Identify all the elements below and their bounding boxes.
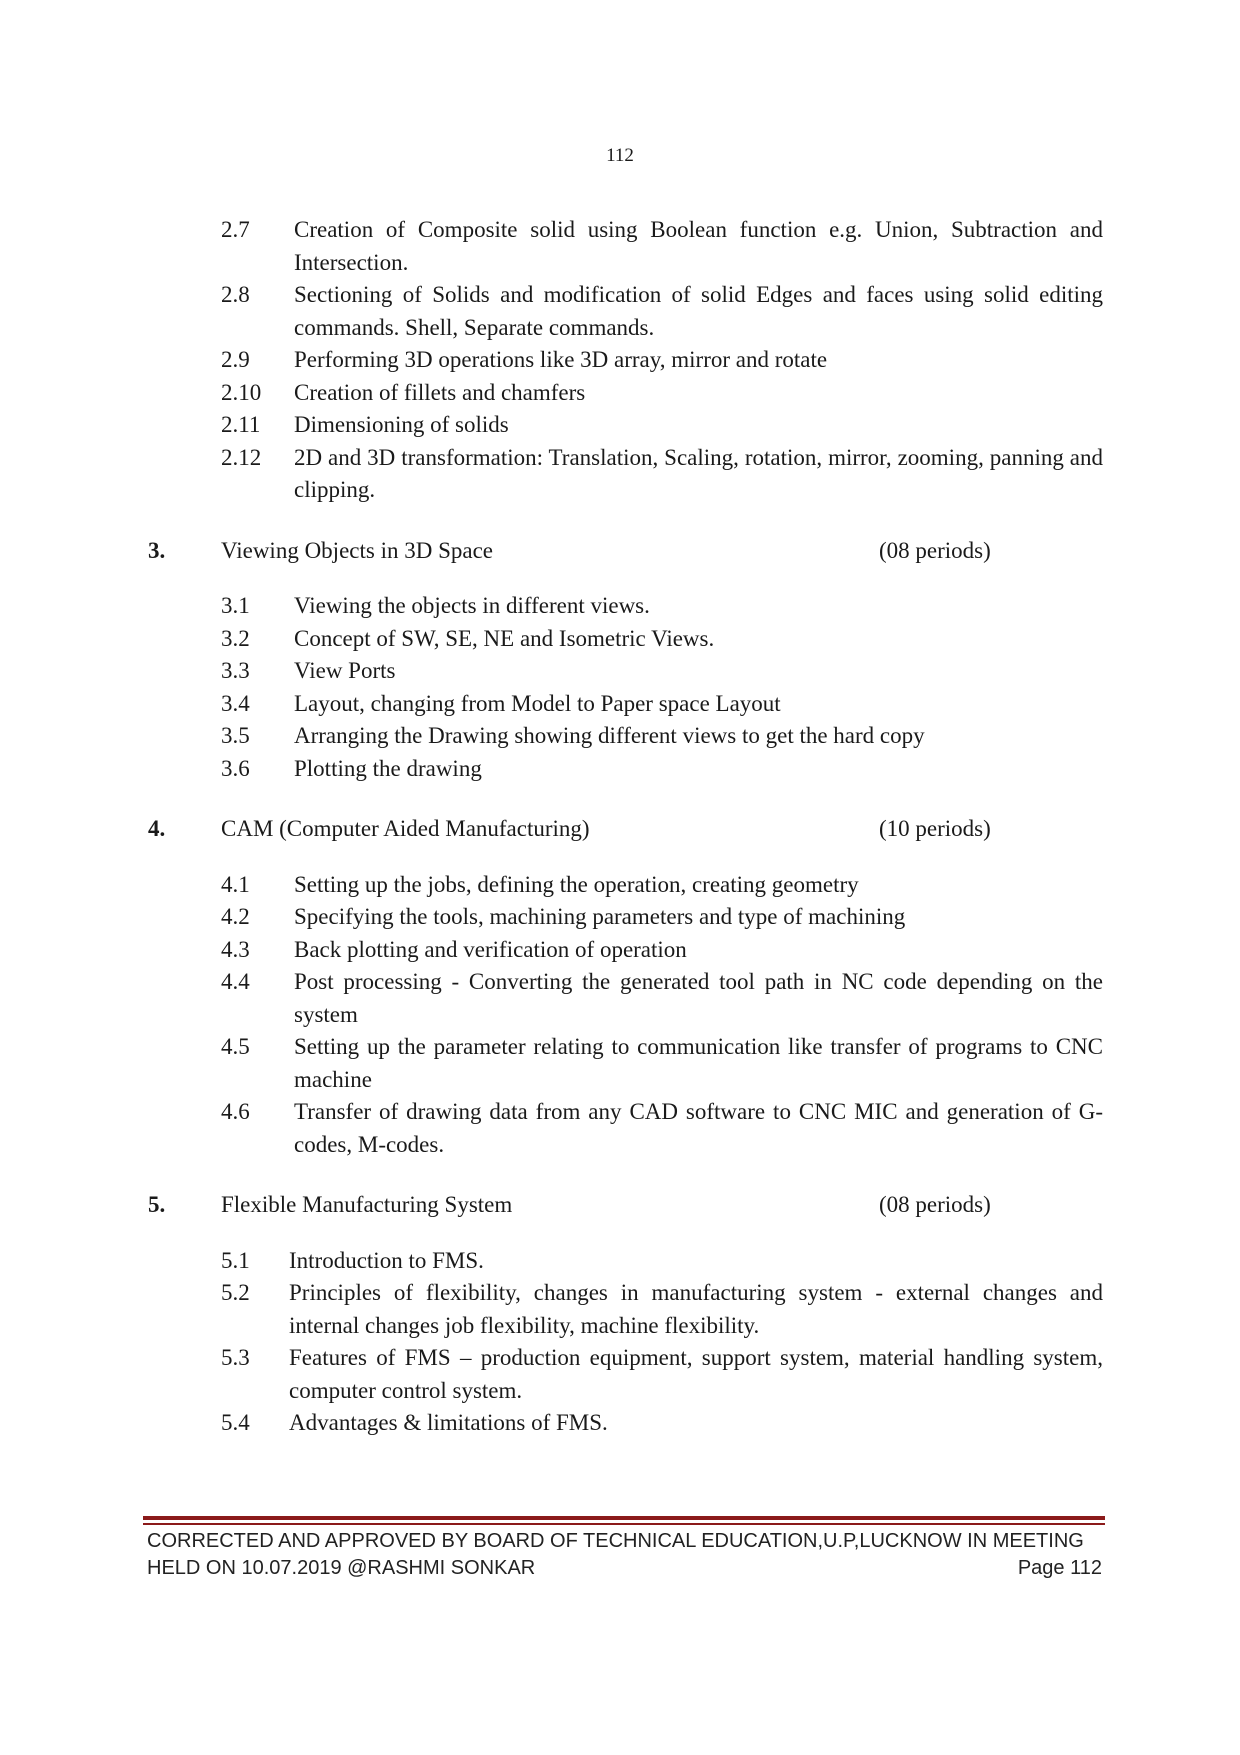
list-item: 2.7 Creation of Composite solid using Boolean function e.g. Union, Subtraction and Intersection. xyxy=(221,217,1103,275)
section-title: Viewing Objects in 3D Space xyxy=(221,537,494,563)
list-item: 3.6 Plotting the drawing xyxy=(221,755,482,781)
list-item: 4.1 Setting up the jobs, defining the operation, creating geometry xyxy=(221,871,859,897)
syllabus-content xyxy=(148,214,1103,1440)
list-item: 2.12 2D and 3D transformation: Translation, Scaling, rotation, mirror, zooming, panning and clipping. xyxy=(221,444,1103,502)
section-periods: (10 periods) xyxy=(879,816,991,841)
section-title: CAM (Computer Aided Manufacturing) xyxy=(221,816,590,841)
section-4-items xyxy=(148,869,1103,1162)
list-item: 4.2 Specifying the tools, machining parameters and type of machining xyxy=(221,904,906,929)
footer-meeting-line: HELD ON 10.07.2019 @RASHMI SONKAR xyxy=(147,1557,536,1579)
section-3-items xyxy=(148,590,1103,785)
list-item: 3.1 Viewing the objects in different views. xyxy=(221,593,650,618)
list-item: 2.10 Creation of fillets and chamfers xyxy=(221,379,586,405)
list-item: 2.11 Dimensioning of solids xyxy=(221,412,509,437)
section-periods: (08 periods) xyxy=(879,1192,991,1217)
list-item: 2.9 Performing 3D operations like 3D array, mirror and rotate xyxy=(221,347,828,372)
section-heading xyxy=(148,813,1103,846)
page-footer xyxy=(147,1528,1102,1582)
list-item: 4.4 Post processing - Converting the generated tool path in NC code depending on the system xyxy=(221,969,1103,1027)
section-number: 3. xyxy=(148,537,166,563)
list-item: 3.5 Arranging the Drawing showing different views to get the hard copy xyxy=(221,723,925,748)
page-number: 112 xyxy=(606,145,634,166)
list-item: 5.3 Features of FMS – production equipment, support system, material handling system, computer control system. xyxy=(221,1345,1103,1403)
list-item: 3.4 Layout, changing from Model to Paper space Layout xyxy=(221,690,781,716)
section-title: Flexible Manufacturing System xyxy=(221,1192,513,1217)
section-heading xyxy=(148,535,1103,568)
list-item: 3.2 Concept of SW, SE, NE and Isometric Views. xyxy=(221,625,715,651)
list-item: 4.6 Transfer of drawing data from any CAD software to CNC MIC and generation of G-codes, M-codes. xyxy=(221,1099,1103,1157)
list-item: 4.5 Setting up the parameter relating to communication like transfer of programs to CNC machine xyxy=(221,1034,1103,1092)
footer-approval-line: CORRECTED AND APPROVED BY BOARD OF TECHNICAL EDUCATION,U.P,LUCKNOW IN MEETING xyxy=(147,1530,1084,1552)
section-2-items xyxy=(148,214,1103,507)
list-item: 5.2 Principles of flexibility, changes in manufacturing system - external changes and internal changes job flexibility, machine flexibility. xyxy=(221,1280,1103,1338)
list-item: 5.4 Advantages & limitations of FMS. xyxy=(221,1410,608,1435)
footer-divider-thin xyxy=(143,1523,1105,1525)
section-number: 4. xyxy=(148,816,166,841)
section-heading xyxy=(148,1189,1103,1222)
list-item: 4.3 Back plotting and verification of operation xyxy=(221,936,687,962)
section-periods: (08 periods) xyxy=(879,537,991,563)
list-item: 2.8 Sectioning of Solids and modification of solid Edges and faces using solid editing commands. Shell, Separate commands. xyxy=(221,282,1103,340)
footer-page-label: Page 112 xyxy=(1017,1557,1102,1579)
list-item: 5.1 Introduction to FMS. xyxy=(221,1247,484,1273)
list-item: 3.3 View Ports xyxy=(221,658,396,683)
section-5-items xyxy=(148,1245,1103,1440)
section-number: 5. xyxy=(148,1192,166,1217)
footer-divider xyxy=(143,1516,1105,1520)
